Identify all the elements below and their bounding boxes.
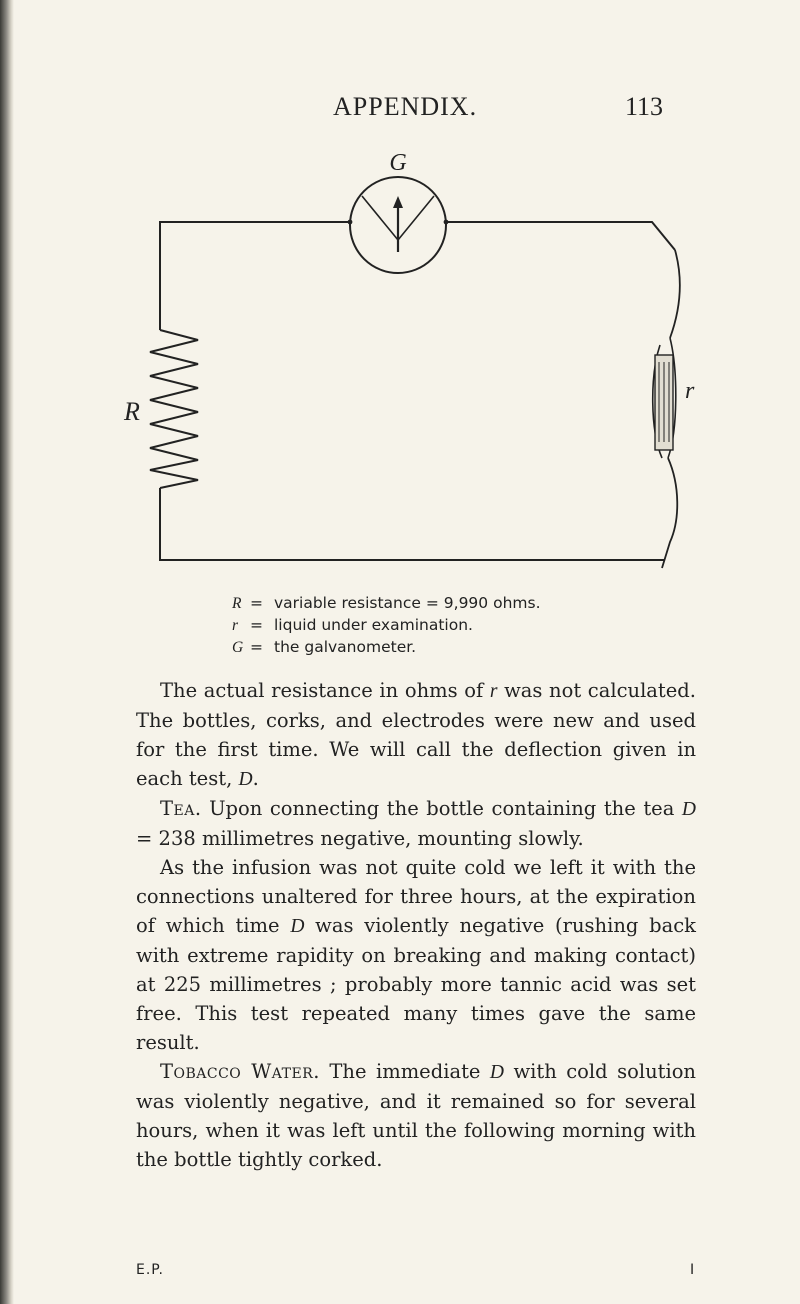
caption-line: R = variable resistance = 9,990 ohms. — [232, 594, 541, 612]
page-header — [0, 92, 800, 132]
galvanometer-symbol — [348, 177, 449, 273]
paragraph: Tobacco Water. The immediate D with cold solution was violently negative, and it remained so for several hours, when it was left until the following morning with the bottle tightly corked. — [136, 1060, 696, 1171]
circuit-diagram-svg — [124, 140, 710, 580]
wire-top-left — [160, 222, 350, 330]
section-heading-tea: Tea. — [160, 797, 202, 820]
galvanometer-label: G — [389, 150, 407, 176]
wire-top-right — [446, 222, 675, 250]
paragraph: The actual resistance in ohms of r was not calculated. The bottles, corks, and electrodes were new and used for the first time. We will call the deflection given in each test, D. — [136, 679, 696, 790]
body-text — [136, 676, 696, 1174]
page-number: 113 — [625, 92, 664, 121]
resistance-label: R — [124, 397, 140, 426]
paragraph: Tea. Upon connecting the bottle containing the tea D = 238 millimetres negative, mounting slowly. — [136, 797, 696, 850]
wire-bottom — [160, 488, 630, 560]
page-footer — [0, 1262, 800, 1286]
caption-line: r = liquid under examination. — [232, 616, 473, 634]
liquid-label: r — [685, 378, 695, 404]
liquid-bottle-symbol — [630, 250, 680, 568]
book-spine-shadow — [0, 0, 14, 1304]
figure-caption — [232, 592, 712, 658]
variable-resistance-zigzag — [150, 330, 198, 488]
running-head: APPENDIX. — [333, 92, 478, 121]
circuit-diagram — [124, 140, 710, 580]
caption-line: G = the galvanometer. — [232, 638, 417, 656]
sheet-mark: I — [690, 1262, 695, 1278]
signature-mark: E.P. — [136, 1262, 165, 1278]
section-heading-tobacco-water: Tobacco Water. — [160, 1060, 320, 1083]
paragraph: As the infusion was not quite cold we left it with the connections unaltered for three hours, at the expiration of which time D was violently negative (rushing back with extreme rapidity on breaking and making contact) at 225 millimetres ; probably more tannic acid was set free. This test repeated many times gave the same result. — [136, 856, 697, 1054]
